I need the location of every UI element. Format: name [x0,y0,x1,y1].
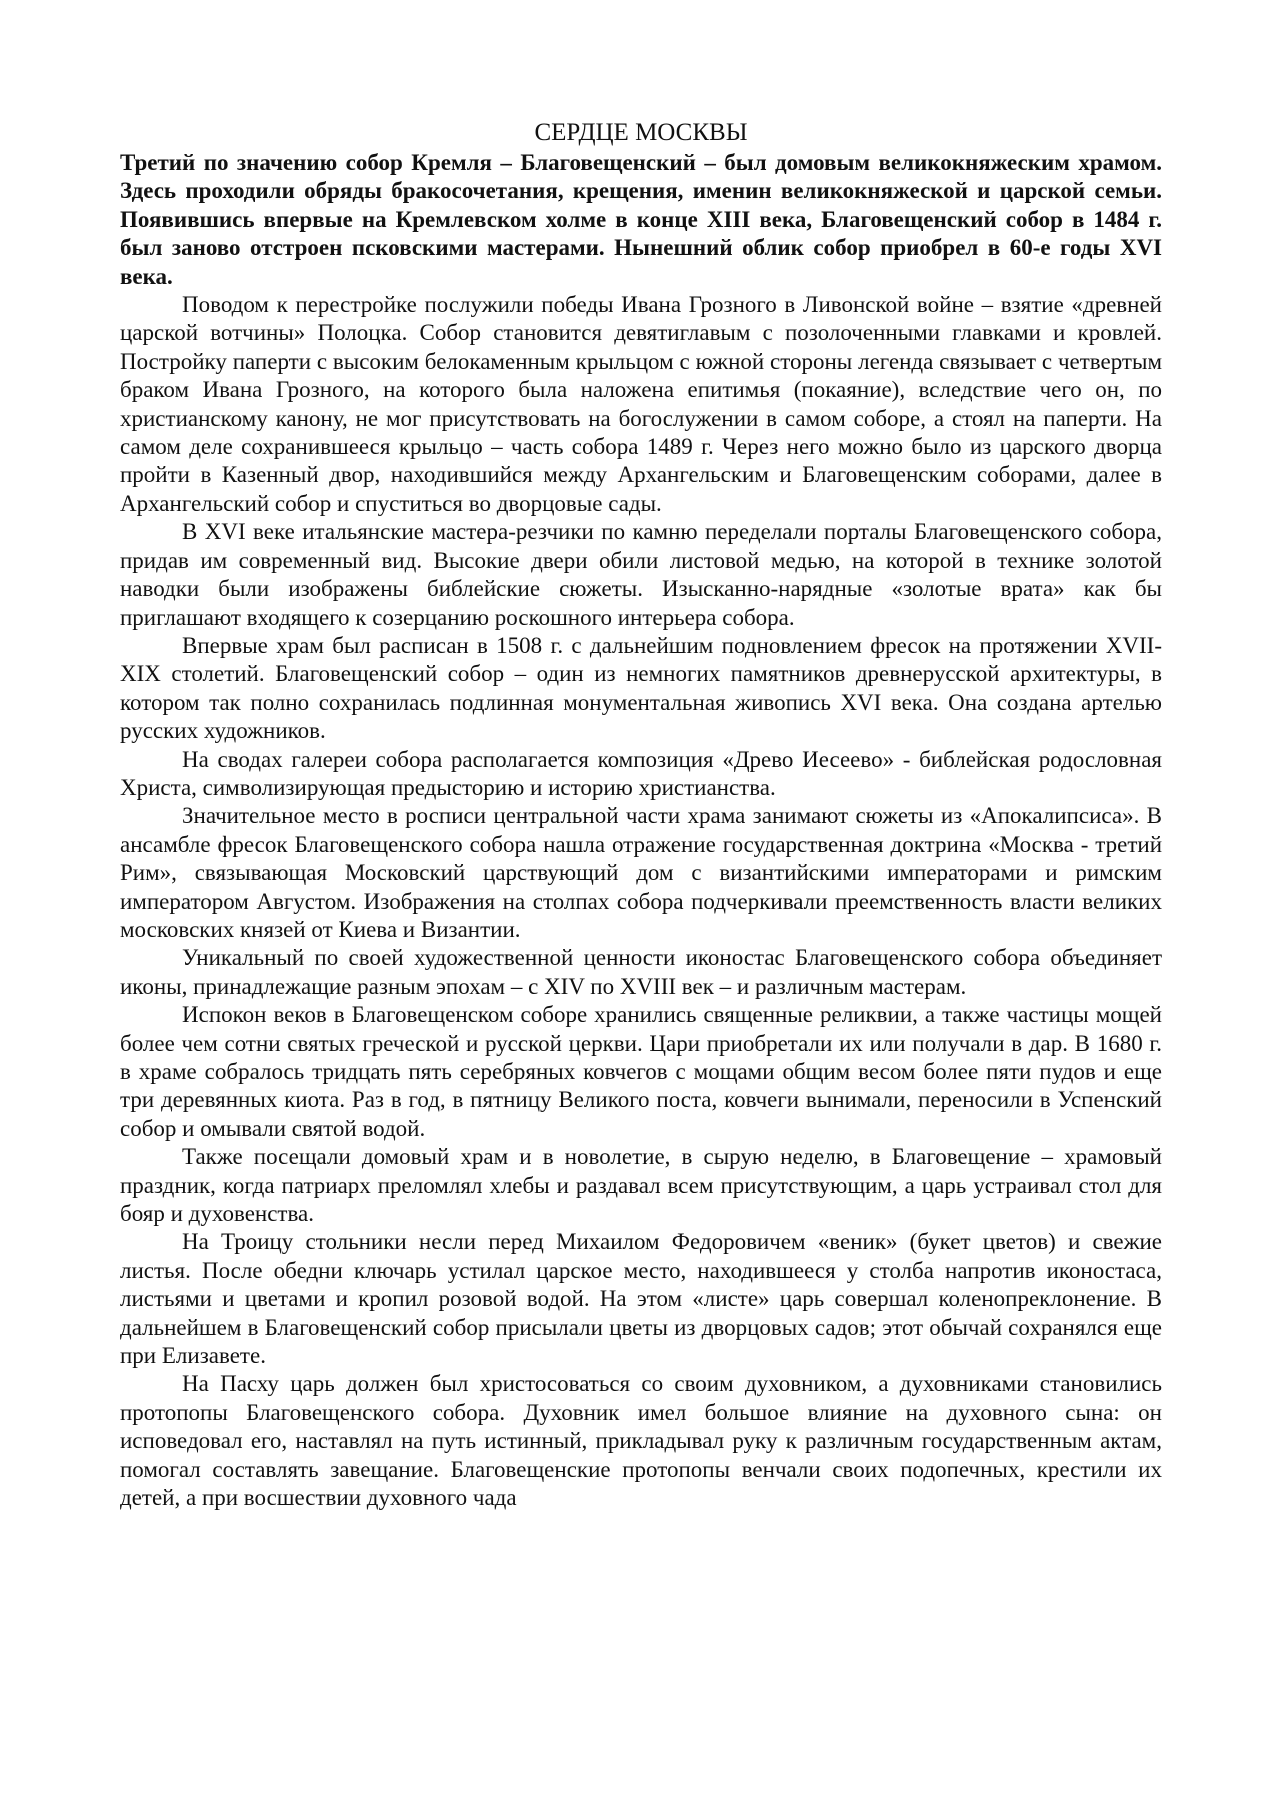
document-title: СЕРДЦЕ МОСКВЫ [534,119,748,146]
body-paragraph: Поводом к перестройке послужили победы Ивана Грозного в Ливонской войне – взятие «древней царской вотчины» Полоцка. Собор становится девятиглавым с позолоченными главками и кровлей. Постройку паперти с высоким белокаменным крыльцом с южной стороны легенда связывает с четвертым браком Ивана Грозного, на которого была наложена епитимья (покаяние), вследствие чего он, по христианскому канону, не мог присутствовать на богослужении в самом соборе, а стоял на паперти. На самом деле сохранившееся крыльцо – часть собора 1489 г. Через него можно было из царского дворца пройти в Казенный двор, находившийся между Архангельским и Благовещенским соборами, далее в Архангельский собор и спуститься во дворцовые сады. [120,292,1162,516]
body-paragraph: В XVI веке итальянские мастера-резчики по камню переделали порталы Благовещенского собора, придав им современный вид. Высокие двери обили листовой медью, на которой в технике золотой наводки были изображены библейские сюжеты. Изысканно-нарядные «золотые врата» как бы приглашают входящего к созерцанию роскошного интерьера собора. [120,519,1162,630]
body-paragraph: Испокон веков в Благовещенском соборе хранились священные реликвии, а также частицы мощей более чем сотни святых греческой и русской церкви. Цари приобретали их или получали в дар. В 1680 г. в храме собралось тридцать пять серебряных ковчегов с мощами общим весом более пяти пудов и еще три деревянных киота. Раз в год, в пятницу Великого поста, ковчеги вынимали, переносили в Успенский собор и омывали святой водой. [120,1002,1162,1141]
body-paragraph: Также посещали домовый храм и в новолетие, в сырую неделю, в Благовещение – храмовый праздник, когда патриарх преломлял хлебы и раздавал всем присутствующим, а царь устраивал стол для бояр и духовенства. [120,1144,1162,1227]
body-paragraph: Впервые храм был расписан в 1508 г. с дальнейшим подновлением фресок на протяжении XVII-XIX столетий. Благовещенский собор – один из немногих памятников древнерусской архитектуры, в котором так полно сохранилась подлинная монументальная живопись XVI века. Она создана артелью русских художников. [120,632,1162,744]
body-paragraph: Уникальный по своей художественной ценности иконостас Благовещенского собора объединяет иконы, принадлежащие разным эпохам – с XIV по XVIII век – и различным мастерам. [120,945,1162,999]
document-page [120,118,1162,1513]
body-paragraph: На Троицу стольники несли перед Михаилом Федоровичем «веник» (букет цветов) и свежие листья. После обедни ключарь устилал царское место, находившееся у столба напротив иконостаса, листьями и цветами и кропил розовой водой. На этом «листе» царь совершал коленопреклонение. В дальнейшем в Благовещенский собор присылали цветы из дворцовых садов; этот обычай сохранялся еще при Елизавете. [120,1229,1162,1369]
body-paragraph: Значительное место в росписи центральной части храма занимают сюжеты из «Апокалипсиса». В ансамбле фресок Благовещенского собора нашла отражение государственная доктрина «Москва - третий Рим», связывающая Московский царствующий дом с византийскими императорами и римским императором Августом. Изображения на столпах собора подчеркивали преемственность власти великих московских князей от Киева и Византии. [120,803,1162,942]
body-paragraph: На сводах галереи собора располагается композиция «Древо Иесеево» - библейская родословная Христа, символизирующая предысторию и историю христианства. [120,746,1162,800]
lead-paragraph: Третий по значению собор Кремля – Благовещенский – был домовым великокняжеским храмом. Здесь проходили обряды бракосочетания, крещения, именин великокняжеской и царской семьи. Появившись впервые на Кремлевском холме в конце XIII века, Благовещенский собор в 1484 г. был заново отстроен псковскими мастерами. Нынешний облик собор приобрел в 60-е годы XVI века. [120,150,1162,289]
body-paragraph: На Пасху царь должен был христосоваться со своим духовником, а духовниками становились протопопы Благовещенского собора. Духовник имел большое влияние на духовного сына: он исповедовал его, наставлял на путь истинный, прикладывал руку к различным государственным актам, помогал составлять завещание. Благовещенские протопопы венчали своих подопечных, крестили их детей, а при восшествии духовного чада [120,1371,1162,1511]
